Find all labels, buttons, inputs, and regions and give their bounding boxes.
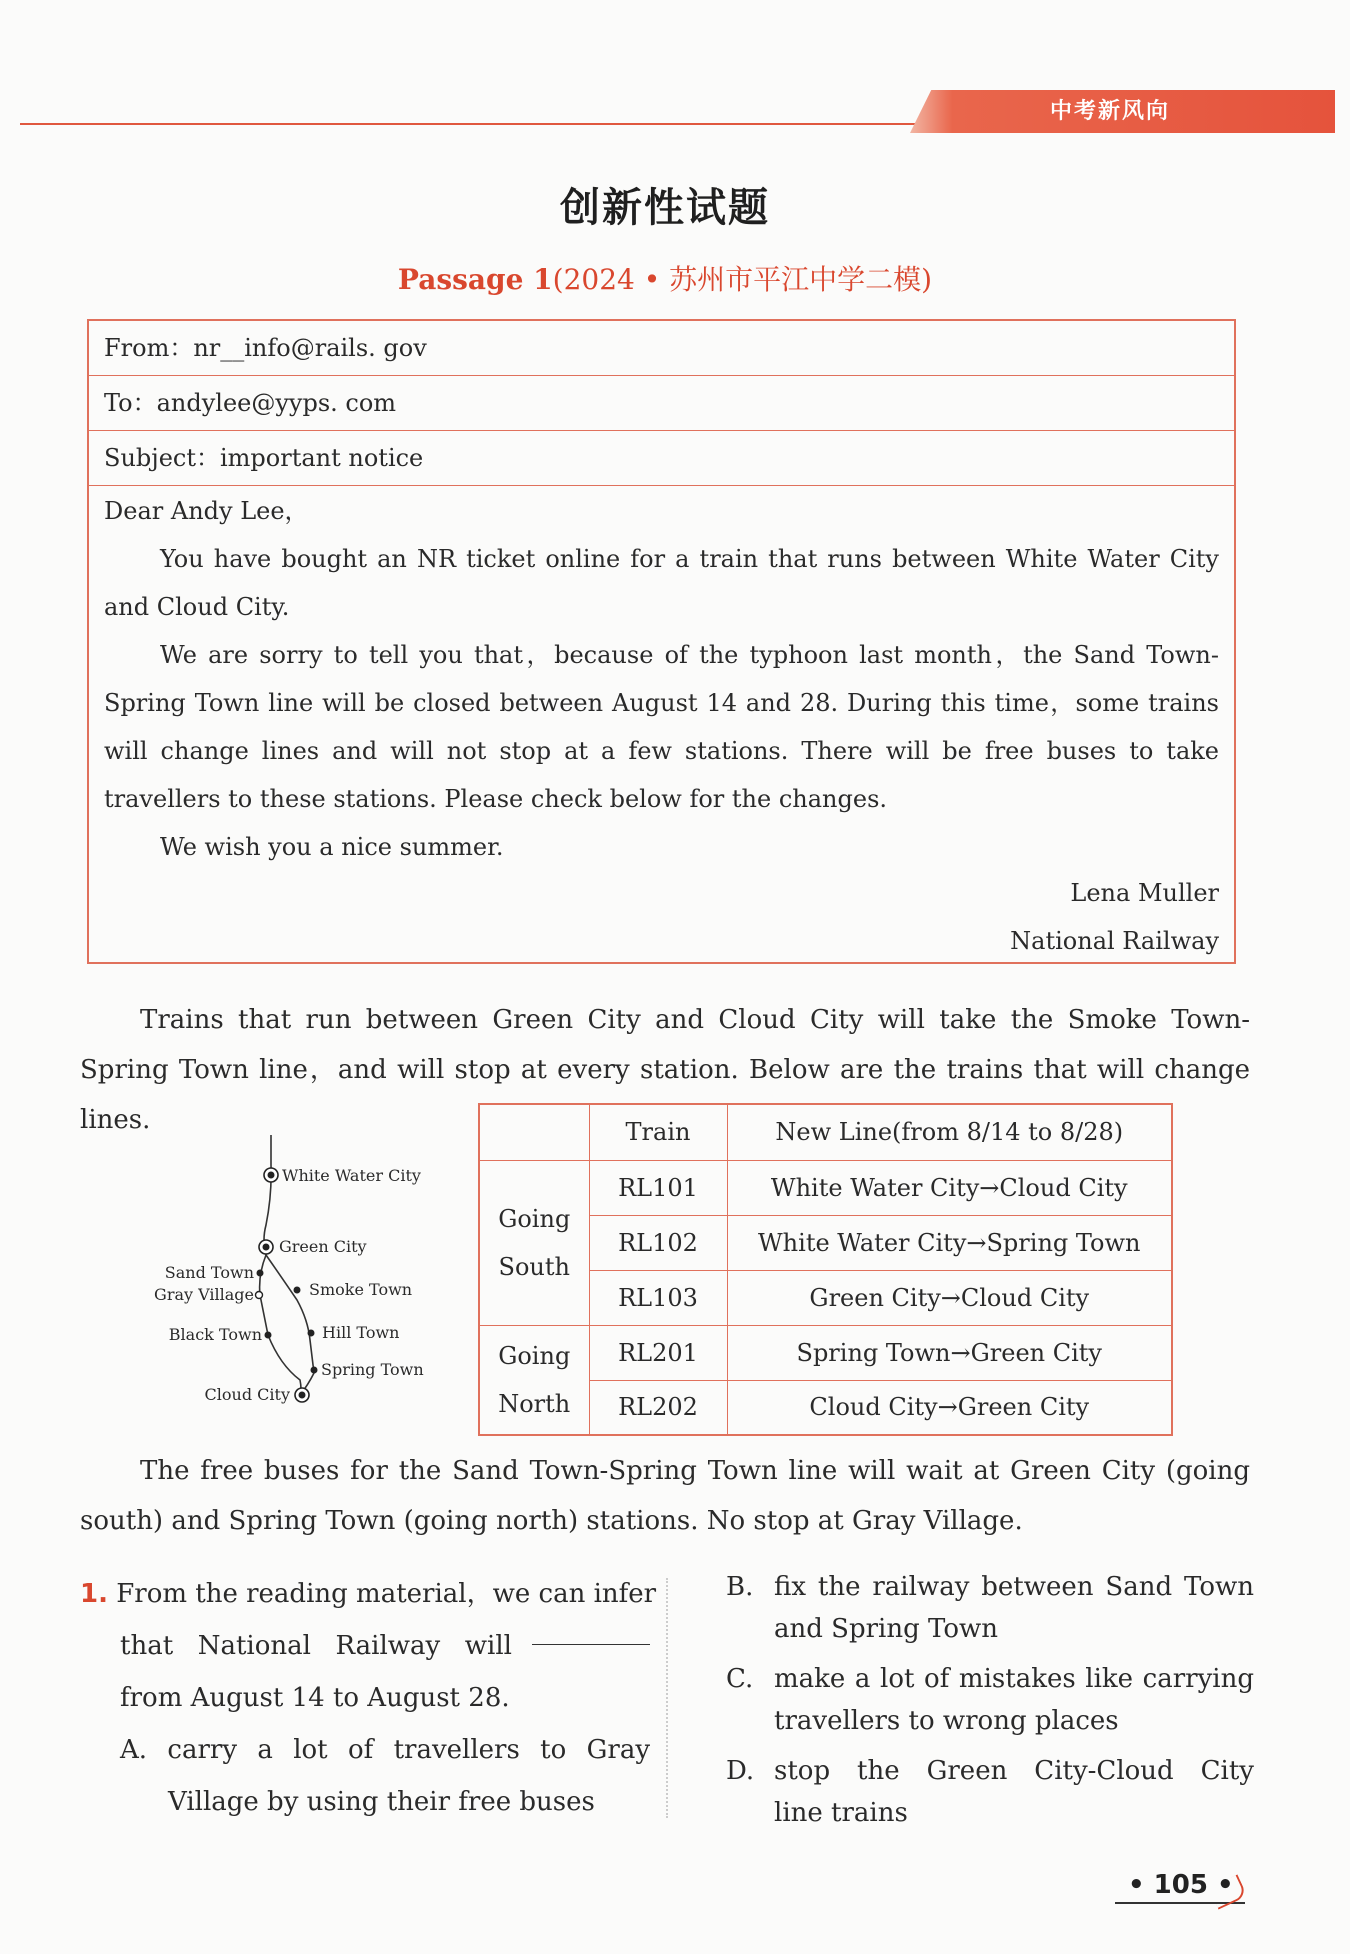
train-id: RL103 [589, 1270, 727, 1325]
page-number: • 105 • [1128, 1870, 1234, 1900]
new-line: Green City→Cloud City [727, 1270, 1172, 1325]
option-b[interactable]: B. fix the railway between Sand Town and Spring Town [726, 1572, 1254, 1644]
table-row [479, 1325, 1172, 1380]
svg-text:Spring Town: Spring Town [321, 1360, 424, 1379]
bus-text: The free buses for the Sand Town-Spring Town line will wait at Green City (going south) and Spring Town (going north) stations. No stop at Gray Village. [80, 1456, 1250, 1536]
email-box [87, 319, 1236, 964]
route-map [140, 1125, 440, 1415]
svg-text:Gray Village: Gray Village [154, 1285, 254, 1304]
email-paragraph: We are sorry to tell you that，because of the typhoon last month，the Sand Town-Spring Town line will be closed between August 14 and 28. During this time，some trains will change lines and will not stop at a few stations. There will be free buses to take travellers to these stations. Please check below for the changes. [104, 641, 1219, 813]
train-id: RL201 [589, 1325, 727, 1380]
question-stem-line: from August 14 to August 28. [120, 1683, 510, 1713]
train-id: RL102 [589, 1215, 727, 1270]
station-green-city [259, 1237, 367, 1256]
option-c[interactable]: C. make a lot of mistakes like carrying travellers to wrong places [726, 1664, 1254, 1736]
direction-cell-north: Going North [479, 1325, 589, 1435]
passage-source: (2024 • 苏州市平江中学二模) [552, 263, 933, 296]
new-line: Cloud City→Green City [727, 1380, 1172, 1435]
page-title: 创新性试题 [560, 184, 770, 231]
question-number: 1. [80, 1579, 108, 1609]
svg-text:Black Town: Black Town [168, 1325, 262, 1344]
station-sand-town [165, 1263, 264, 1282]
new-line: White Water City→Cloud City [727, 1160, 1172, 1215]
table-header-row [479, 1104, 1172, 1160]
train-id: RL202 [589, 1380, 727, 1435]
station-gray-village [154, 1285, 262, 1304]
bus-paragraph [80, 1446, 1250, 1546]
station-smoke-town [294, 1280, 413, 1299]
svg-text:White Water City: White Water City [282, 1166, 421, 1185]
station-hill-town [308, 1323, 400, 1342]
svg-text:Smoke Town: Smoke Town [309, 1280, 413, 1299]
email-to: To：andylee@yyps. com [89, 376, 1234, 431]
table-header-line: New Line(from 8/14 to 8/28) [727, 1104, 1172, 1160]
header-tab-label: 中考新风向 [1050, 99, 1171, 124]
train-table [478, 1103, 1173, 1436]
column-divider [666, 1578, 668, 1818]
passage-title [0, 258, 1330, 298]
email-body [104, 487, 1219, 965]
station-white-water-city [264, 1166, 421, 1185]
question-stem-line: 1. From the reading material，we can infer [80, 1579, 657, 1609]
option-d[interactable]: D. stop the Green City-Cloud City line trains [726, 1756, 1254, 1828]
station-spring-town [311, 1360, 424, 1379]
question-stem-line: that National Railway will [80, 1620, 650, 1672]
train-id: RL101 [589, 1160, 727, 1215]
email-paragraph: We wish you a nice summer. [160, 833, 504, 861]
options-right [726, 1566, 1254, 1834]
svg-text:Sand Town: Sand Town [164, 1263, 254, 1282]
line-right-branch [266, 1255, 314, 1395]
table-header-direction [479, 1104, 589, 1160]
station-cloud-city [205, 1385, 309, 1404]
station-black-town [169, 1325, 272, 1344]
email-paragraph: You have bought an NR ticket online for a train that runs between White Water City and Cloud City. [104, 545, 1219, 621]
svg-text:Green City: Green City [279, 1237, 367, 1256]
signature-org: National Railway [1010, 927, 1219, 955]
new-line: Spring Town→Green City [727, 1325, 1172, 1380]
direction-cell-south: Going South [479, 1160, 589, 1325]
line-top [264, 1135, 271, 1255]
passage-label: Passage 1 [397, 263, 553, 296]
new-line: White Water City→Spring Town [727, 1215, 1172, 1270]
question-1 [80, 1568, 657, 1828]
email-greeting: Dear Andy Lee， [104, 497, 309, 525]
email-subject: Subject：important notice [89, 431, 1234, 486]
signature-name: Lena Muller [1070, 879, 1219, 907]
table-header-train: Train [589, 1104, 727, 1160]
table-row [479, 1160, 1172, 1215]
answer-blank[interactable] [532, 1620, 650, 1645]
svg-text:Cloud City: Cloud City [204, 1385, 290, 1404]
intro-text: Trains that run between Green City and Cloud City will take the Smoke Town-Spring Town line，and will stop at every station. Below are the trains that will change lines. [80, 1005, 1250, 1135]
email-from: From：nr__info@rails. gov [89, 321, 1234, 376]
svg-text:Hill Town: Hill Town [322, 1323, 400, 1342]
option-a[interactable]: A. carry a lot of travellers to Gray Village by using their free buses [120, 1735, 651, 1817]
